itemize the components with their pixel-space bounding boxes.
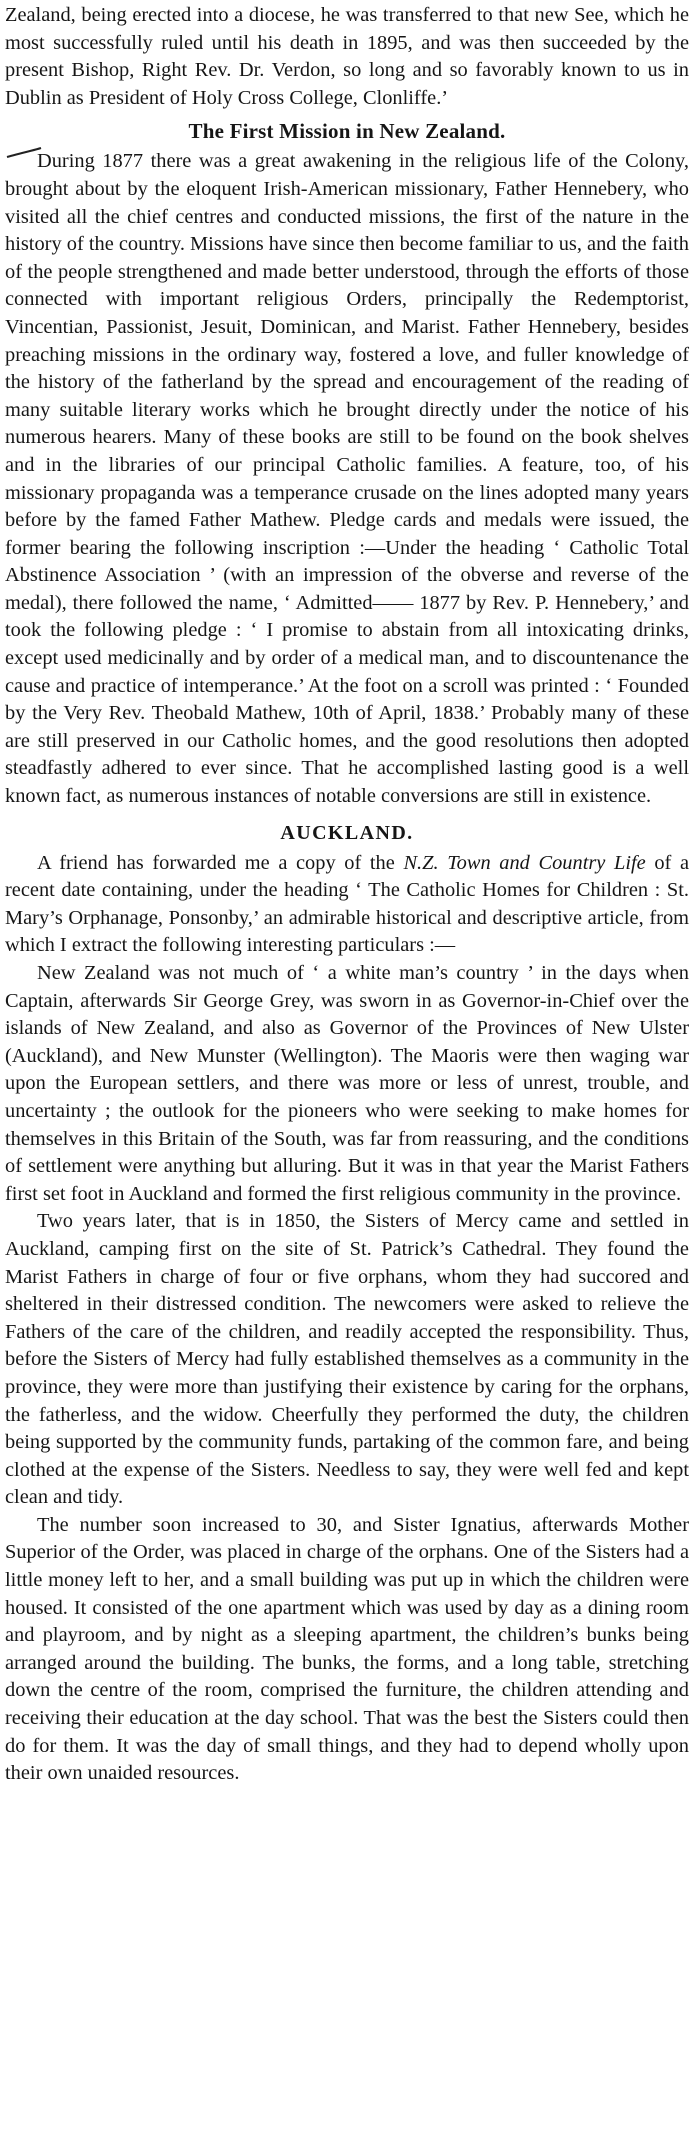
text-column <box>5 2 689 1788</box>
auckland-paragraph-4: The number soon increased to 30, and Sister Ignatius, afterwards Mother Superior of the Order, was placed in charge of the orphans. One of the Sisters had a little money left to her, and a small building was put up in which the children were housed. It consisted of the one apartment which was used by day as a dining room and playroom, and by night as a sleeping apartment, the children’s bunks being arranged around the building. The bunks, the forms, and a long table, stretching down the centre of the room, comprised the furniture, the children attending and receiving their education at the day school. That was the best the Sisters could then do for them. It was the day of small things, and they had to depend wholly upon their own unaided resources. <box>5 1513 689 1785</box>
auckland-paragraph-3: Two years later, that is in 1850, the Sisters of Mercy came and settled in Auckland, camping first on the site of St. Patrick’s Cathedral. They found the Marist Fathers in charge of four or five orphans, whom they had succored and sheltered in their distressed condition. The newcomers were asked to relieve the Fathers of the care of the children, and readily accepted the responsibility. Thus, before the Sisters of Mercy had fully established themselves as a community in the province, they were more than justifying their existence by caring for the orphans, the fatherless, and the widow. Cheerfully they performed the duty, the children being supported by the community funds, partaking of the common fare, and being clothed at the expense of the Sisters. Needless to say, they were well fed and kept clean and tidy. <box>5 1210 689 1509</box>
section-heading-auckland: AUCKLAND. <box>280 821 414 844</box>
auckland-paragraph-2: New Zealand was not much of ‘ a white man’s country ’ in the days when Captain, afterwards Sir George Grey, was sworn in as Governor-in-Chief over the islands of New Zealand, and also as Governor of the Provinces of New Ulster (Auckland), and New Munster (Wellington). The Maoris were then waging war upon the European settlers, and there was more or less of unrest, trouble, and uncertainty ; the outlook for the pioneers who were seeking to make homes for themselves in this Britain of the South, was far from reassuring, and the conditions of settlement were anything but alluring. But it was in that year the Marist Fathers first set foot in Auckland and formed the first religious community in the province. <box>5 962 689 1205</box>
section-heading-first-mission: The First Mission in New Zealand. <box>188 119 506 144</box>
newspaper-title: N.Z. Town and Country Life <box>403 851 646 874</box>
auckland-paragraph-1-intro: A friend has forwarded me a copy of the <box>37 851 404 874</box>
first-mission-paragraph: During 1877 there was a great awakening in the religious life of the Colony, brought about by the eloquent Irish-American missionary, Father Hennebery, who visited all the chief centres and conducted missions, the first of the nature in the history of the country. Missions have since then become familiar to us, and the faith of the people strengthened and made better understood, through the efforts of those connected with important religious Orders, principally the Redemptorist, Vincentian, Passionist, Jesuit, Dominican, and Marist. Father Hennebery, besides preaching missions in the ordinary way, fostered a love, and fuller knowledge of the history of the fatherland by the spread and encouragement of the reading of many suitable literary works which he brought directly under the notice of his numerous hearers. Many of these books are still to be found on the book shelves and in the libraries of our principal Catholic families. A feature, too, of his missionary propaganda was a temperance crusade on the lines adopted many years before by the famed Father Mathew. Pledge cards and medals were issued, the former bearing the following inscription :—Under the heading ‘ Catholic Total Abstinence Association ’ (with an impression of the obverse and reverse of the medal), there followed the name, ‘ Admitted—— 1877 by Rev. P. Hennebery,’ and took the following pledge : ‘ I promise to abstain from all intoxicating drinks, except used medicinally and by order of a medical man, and to discountenance the cause and practice of intemperance.’ At the foot on a scroll was printed : ‘ Founded by the Very Rev. Theobald Mathew, 10th of April, 1838.’ Probably many of these are still preserved in our Catholic homes, and the good resolutions then adopted steadfastly adhered to ever since. That he accomplished lasting good is a well known fact, as numerous instances of notable conversions are still in existence. <box>5 150 689 808</box>
lead-paragraph: Zealand, being erected into a diocese, he was transferred to that new See, which he most successfully ruled until his death in 1895, and was then succeeded by the present Bishop, Right Rev. Dr. Verdon, so long and so favorably known to us in Dublin as President of Holy Cross College, Clonliffe.’ <box>5 4 689 109</box>
auckland-paragraph-1 <box>5 850 689 960</box>
auckland-paragraph-1-rest: of a recent date containing, under the heading ‘ The Catholic Homes for Children : St. Mary’s Orphanage, Ponsonby,’ an admirable historical and descriptive article, from which I extract the following interesting particulars :— <box>5 851 690 957</box>
